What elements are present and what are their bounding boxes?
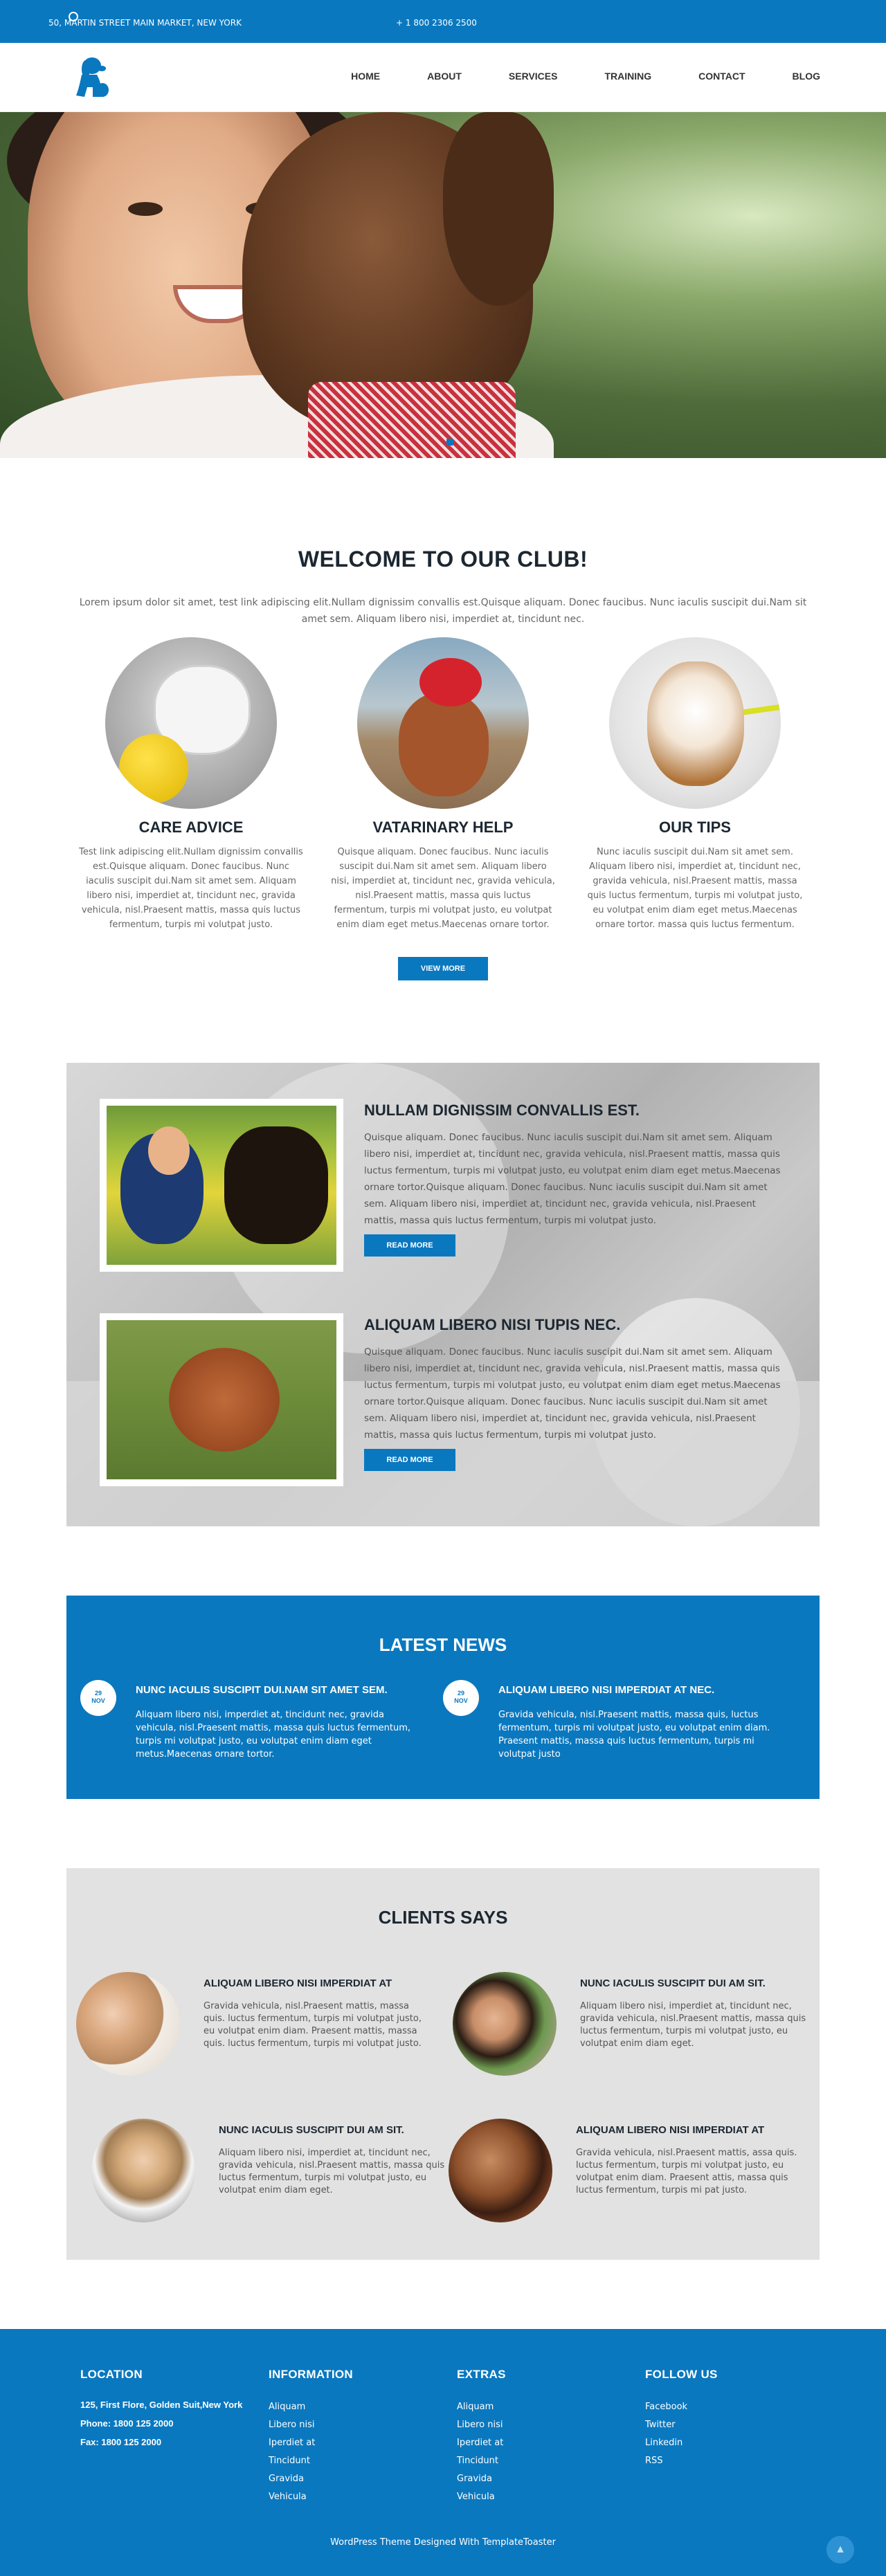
footer-heading: LOCATION bbox=[80, 2368, 143, 2381]
social-linkedin[interactable]: Linkedin bbox=[645, 2438, 683, 2448]
nav-training[interactable]: TRAINING bbox=[604, 71, 652, 82]
footer-social-list bbox=[645, 2398, 811, 2470]
nav-about[interactable]: ABOUT bbox=[427, 71, 462, 82]
read-more-button[interactable]: READ MORE bbox=[364, 1449, 455, 1471]
date-day: 29 bbox=[457, 1690, 464, 1697]
feature-text: Quisque aliquam. Donec faucibus. Nunc iaculis suscipit dui.Nam sit amet sem. Aliquam libero nisi, imperdiet at, tincidunt nec, gravida vehicula, nisl.Praesent mattis, massa quis luctus fermentum, turpis mi volutpat justo, eu volutpat enim diam eget metus.Maecenas ornare tortor. bbox=[331, 847, 555, 930]
feature-care-advice bbox=[78, 637, 304, 932]
footer-link-list bbox=[269, 2398, 435, 2506]
footer-follow bbox=[645, 2368, 811, 2470]
article-photo-frame bbox=[100, 1099, 343, 1272]
footer-extras bbox=[457, 2368, 623, 2506]
footer-link[interactable]: Tincidunt bbox=[269, 2456, 310, 2466]
site-footer bbox=[0, 2329, 886, 2576]
news-text bbox=[498, 1680, 789, 1761]
avatar bbox=[91, 2119, 195, 2222]
article-content bbox=[364, 1313, 786, 1471]
footer-information bbox=[269, 2368, 435, 2506]
slider-indicator[interactable] bbox=[446, 439, 453, 446]
testimonial-body: Aliquam libero nisi, imperdiet at, tincidunt nec, gravida vehicula, nisl.Praesent mattis, massa quis luctus fermentum, turpis mi volutpat justo, eu volutpat enim diam eget. bbox=[580, 2001, 806, 2049]
article-text: Quisque aliquam. Donec faucibus. Nunc iaculis suscipit dui.Nam sit amet sem. Aliquam libero nisi, imperdiet at, tincidunt nec, gravida vehicula, nisl.Praesent mattis, massa quis luctus fermentum, turpis mi volutpat justo, eu volutpat enim diam eget metus.Maecenas ornare tortor.Quisque aliquam. Donec faucibus. Nunc iaculis suscipit dui.Nam sit amet sem. Aliquam libero nisi, imperdiet at, tincidunt nec, gravida vehicula, nisl.Praesent mattis, massa quis luctus fermentum, turpis mi volutpat justo. bbox=[364, 1132, 781, 1226]
arrow-up-icon: ▲ bbox=[835, 2543, 846, 2555]
clients-title: CLIENTS SAYS bbox=[378, 1907, 508, 1928]
welcome-section bbox=[0, 458, 886, 980]
testimonial-title: ALIQUAM LIBERO NISI IMPERDIAT AT bbox=[576, 2124, 765, 2136]
article-text: Quisque aliquam. Donec faucibus. Nunc iaculis suscipit dui.Nam sit amet sem. Aliquam libero nisi, imperdiet at, tincidunt nec, gravida vehicula, nisl.Praesent mattis, massa quis luctus fermentum, turpis mi volutpat justo, eu volutpat enim diam eget metus.Maecenas ornare tortor.Quisque aliquam. Donec faucibus. Nunc iaculis suscipit dui.Nam sit amet sem. Aliquam libero nisi, imperdiet at, tincidunt nec, gravida vehicula, nisl.Praesent mattis, massa quis luctus fermentum, turpis mi volutpat justo. bbox=[364, 1346, 781, 1441]
date-month: NOV bbox=[91, 1697, 105, 1704]
feature-title: VATARINARY HELP bbox=[372, 819, 514, 836]
nav-contact[interactable]: CONTACT bbox=[698, 71, 745, 82]
footer-fax: Fax: 1800 125 2000 bbox=[80, 2437, 162, 2447]
news-item-title[interactable]: NUNC IACULIS SUSCIPIT DUI.NAM SIT AMET SEM. bbox=[136, 1684, 388, 1696]
social-facebook[interactable]: Facebook bbox=[645, 2402, 688, 2412]
welcome-intro: Lorem ipsum dolor sit amet, test link adipiscing elit.Nullam dignissim convallis est.Quisque aliquam. Donec faucibus. Nunc iaculis suscipit dui.Nam sit amet sem. Aliquam libero nisi, imperdiet at, tincidunt nec. bbox=[79, 597, 807, 625]
poodle-shape bbox=[169, 1348, 280, 1452]
date-badge bbox=[443, 1680, 479, 1716]
feature-text: Nunc iaculis suscipit dui.Nam sit amet sem. Aliquam libero nisi, imperdiet at, tincidunt nec, gravida vehicula, nisl.Praesent mattis, massa quis luctus fermentum, turpis mi volutpat justo, eu volutpat enim diam eget metus.Maecenas ornare tortor. massa quis luctus fermentum. bbox=[587, 847, 803, 930]
article-photo-frame bbox=[100, 1313, 343, 1486]
doberman-shape bbox=[224, 1126, 328, 1244]
footer-address: 125, First Flore, Golden Suit,New York bbox=[80, 2400, 243, 2410]
bulldog-image bbox=[105, 637, 277, 809]
hero-banner bbox=[0, 112, 886, 458]
date-month: NOV bbox=[454, 1697, 468, 1704]
avatar bbox=[453, 1972, 557, 2076]
footer-phone: Phone: 1800 125 2000 bbox=[80, 2418, 174, 2429]
footer-heading: EXTRAS bbox=[457, 2368, 506, 2381]
footer-link[interactable]: Gravida bbox=[269, 2474, 304, 2484]
footer-link[interactable]: Libero nisi bbox=[269, 2420, 315, 2430]
clients-section bbox=[66, 1868, 820, 2260]
shihtzu-image bbox=[609, 637, 781, 809]
nav-services[interactable]: SERVICES bbox=[508, 71, 558, 82]
footer-link-list bbox=[457, 2398, 623, 2506]
testimonial-title: NUNC IACULIS SUSCIPIT DUI AM SIT. bbox=[580, 1977, 766, 1989]
footer-link[interactable]: Aliquam bbox=[269, 2402, 306, 2412]
footer-heading: INFORMATION bbox=[269, 2368, 353, 2381]
footer-link[interactable]: Vehicula bbox=[457, 2492, 495, 2502]
welcome-title: WELCOME TO OUR CLUB! bbox=[298, 547, 588, 572]
footer-heading: FOLLOW US bbox=[645, 2368, 718, 2381]
mastiff-image bbox=[357, 637, 529, 809]
hero-dog-ear bbox=[443, 112, 554, 306]
social-rss[interactable]: RSS bbox=[645, 2456, 663, 2466]
footer-location bbox=[80, 2368, 246, 2454]
testimonial-text bbox=[204, 1972, 432, 2050]
testimonial-body: Aliquam libero nisi, imperdiet at, tincidunt nec, gravida vehicula, nisl.Praesent mattis, massa quis luctus fermentum, turpis mi volutpat justo, eu volutpat enim diam eget. bbox=[219, 2148, 445, 2195]
back-to-top-button[interactable] bbox=[826, 2536, 854, 2564]
news-item-body: Gravida vehicula, nisl.Praesent mattis, massa quis, luctus fermentum, turpis mi volutpat justo, eu volutpat enim diam. Praesent mattis, massa quis luctus fermentum, turpis mi volutpat justo bbox=[498, 1710, 770, 1760]
news-item-body: Aliquam libero nisi, imperdiet at, tincidunt nec, gravida vehicula, nisl.Praesent mattis, massa quis luctus fermentum, turpis mi volutpat justo, eu volutpat enim diam eget metus.Maecenas ornare tortor. bbox=[136, 1710, 411, 1760]
feature-vatarinary-help bbox=[330, 637, 556, 932]
feature-title: OUR TIPS bbox=[659, 819, 731, 836]
site-header bbox=[0, 43, 886, 112]
hero-dog-scarf bbox=[308, 382, 516, 458]
testimonial-text bbox=[576, 2119, 804, 2197]
footer-link[interactable]: Vehicula bbox=[269, 2492, 307, 2502]
main-nav bbox=[304, 71, 820, 82]
mastiff-shape bbox=[399, 693, 489, 796]
news-title: LATEST NEWS bbox=[379, 1634, 507, 1655]
article-title: NULLAM DIGNISSIM CONVALLIS EST. bbox=[364, 1102, 640, 1119]
logo[interactable] bbox=[69, 54, 111, 100]
nav-blog[interactable]: BLOG bbox=[792, 71, 820, 82]
poodle-image bbox=[107, 1320, 336, 1479]
feature-text: Test link adipiscing elit.Nullam dignissim convallis est.Quisque aliquam. Donec faucibus. Nunc iaculis suscipit dui.Nam sit amet sem. Aliquam libero nisi, imperdiet at, tincidunt nec, gravida vehicula, nisl.Praesent mattis, massa quis luctus fermentum, turpis mi volutpat justo. bbox=[79, 847, 303, 930]
footer-link[interactable]: Tincidunt bbox=[457, 2456, 498, 2466]
view-more-button[interactable]: VIEW MORE bbox=[398, 957, 488, 980]
avatar bbox=[76, 1972, 180, 2076]
testimonial-title: ALIQUAM LIBERO NISI IMPERDIAT AT bbox=[204, 1977, 392, 1989]
date-day: 29 bbox=[94, 1690, 102, 1697]
news-text bbox=[136, 1680, 426, 1761]
footer-link[interactable]: Iperdiet at bbox=[269, 2438, 316, 2448]
avatar bbox=[449, 2119, 552, 2222]
footer-link[interactable]: Libero nisi bbox=[457, 2420, 503, 2430]
latest-news-section bbox=[66, 1596, 820, 1799]
testimonial-text bbox=[219, 2119, 447, 2197]
hero-eye-left bbox=[128, 202, 163, 216]
footer-link[interactable]: Gravida bbox=[457, 2474, 492, 2484]
footer-credit[interactable]: WordPress Theme Designed With TemplateToaster bbox=[330, 2537, 556, 2548]
ball-shape bbox=[119, 734, 188, 803]
feature-title: CARE ADVICE bbox=[138, 819, 244, 836]
hat-shape bbox=[419, 658, 482, 706]
girl-head-shape bbox=[148, 1126, 190, 1175]
article-title: ALIQUAM LIBERO NISI TUPIS NEC. bbox=[364, 1316, 621, 1333]
testimonial-body: Gravida vehicula, nisl.Praesent mattis, massa quis. luctus fermentum, turpis mi volutpat justo, eu volutpat enim diam. Praesent mattis, massa quis. luctus fermentum, turpis mi volutpat justo. bbox=[204, 2001, 422, 2049]
read-more-button[interactable]: READ MORE bbox=[364, 1234, 455, 1257]
dog-logo-icon bbox=[69, 54, 111, 100]
features-row bbox=[0, 637, 886, 932]
shihtzu-shape bbox=[647, 661, 744, 786]
social-twitter[interactable]: Twitter bbox=[645, 2420, 676, 2430]
testimonial-body: Gravida vehicula, nisl.Praesent mattis, assa quis. luctus fermentum, turpis mi volutpat justo, eu volutpat enim diam. Praesent attis, massa quis luctus fermentum, turpis mi pat justo. bbox=[576, 2148, 797, 2195]
article-content bbox=[364, 1099, 786, 1257]
feature-our-tips bbox=[582, 637, 808, 932]
location-details bbox=[80, 2398, 246, 2449]
date-badge bbox=[80, 1680, 116, 1716]
top-bar bbox=[0, 0, 886, 43]
testimonial-title: NUNC IACULIS SUSCIPIT DUI AM SIT. bbox=[219, 2124, 404, 2136]
footer-link[interactable]: Aliquam bbox=[457, 2402, 494, 2412]
footer-link[interactable]: Iperdiet at bbox=[457, 2438, 504, 2448]
nav-home[interactable]: HOME bbox=[351, 71, 381, 82]
topbar-phone: + 1 800 2306 2500 bbox=[396, 18, 477, 28]
topbar-address: 50, MARTIN STREET MAIN MARKET, NEW YORK bbox=[48, 18, 242, 28]
testimonial-text bbox=[580, 1972, 808, 2050]
girl-doberman-image bbox=[107, 1106, 336, 1265]
articles-section bbox=[66, 1063, 820, 1526]
news-item-title[interactable]: ALIQUAM LIBERO NISI IMPERDIAT AT NEC. bbox=[498, 1684, 715, 1696]
